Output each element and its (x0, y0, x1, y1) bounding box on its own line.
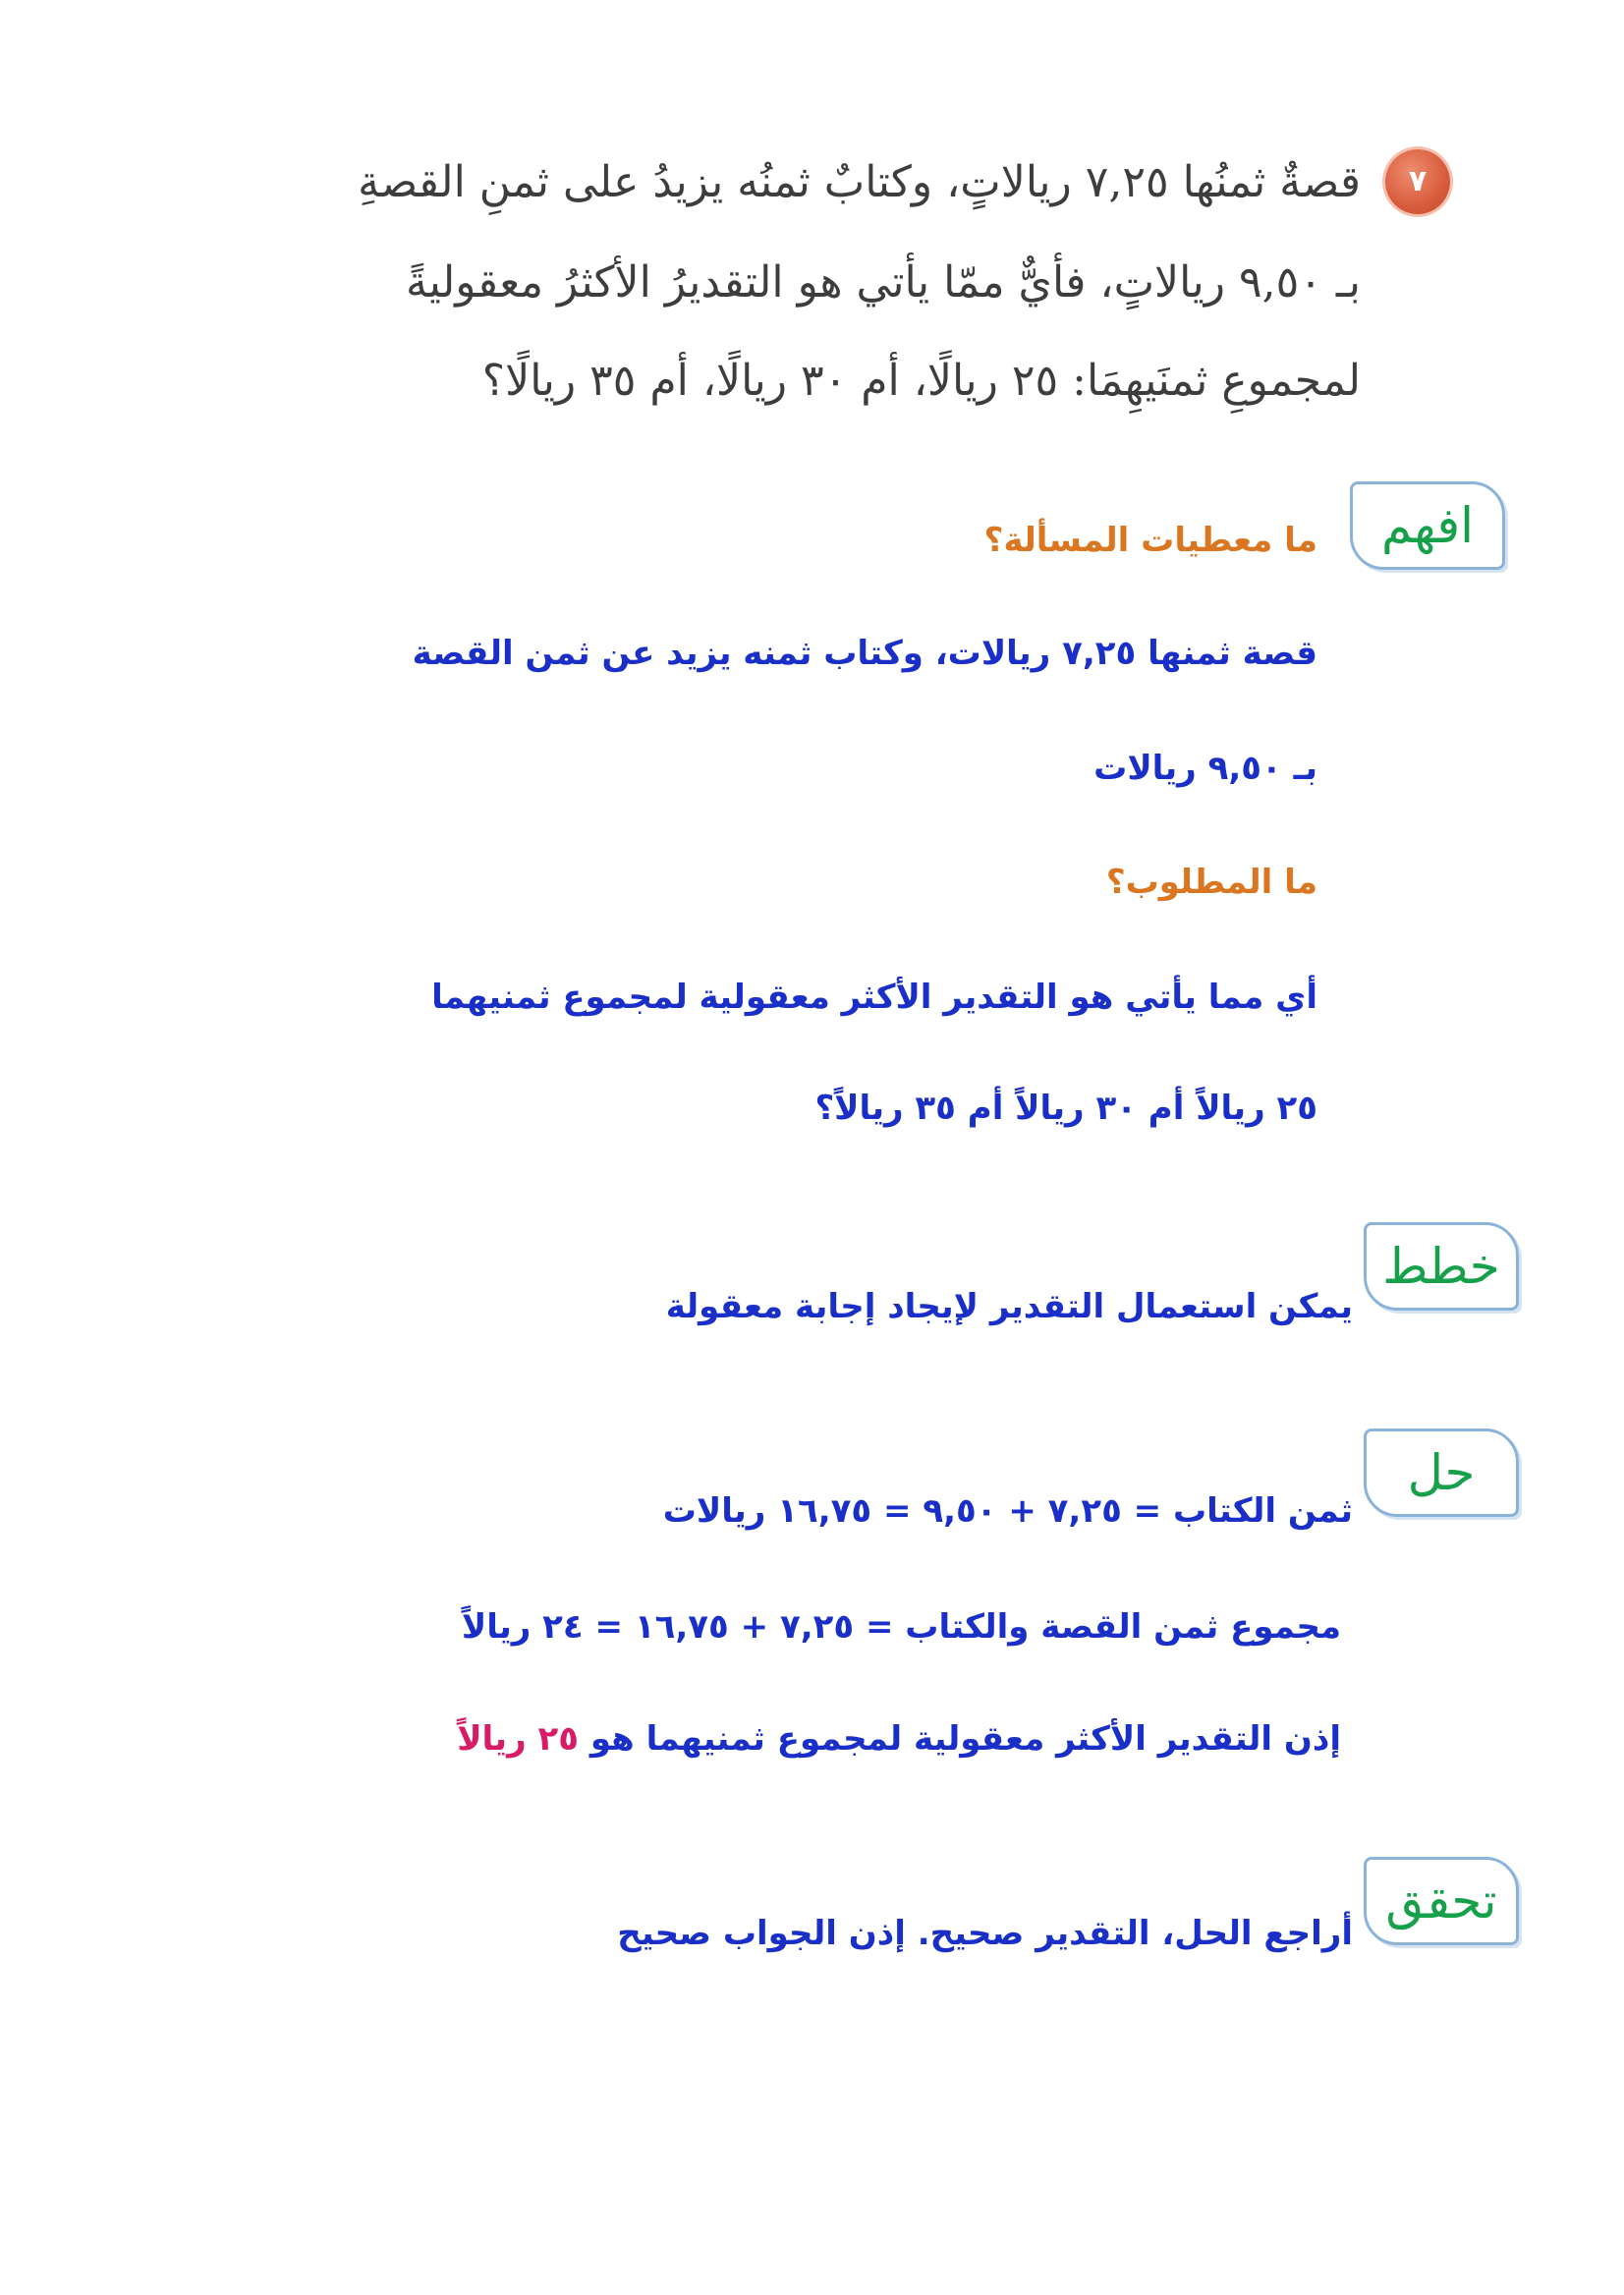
required-question: ما المطلوب؟ (1105, 863, 1317, 902)
solve-line-3-prefix: إذن التقدير الأكثر معقولية لمجموع ثمنيهما هو (589, 1719, 1341, 1759)
given-question: ما معطيات المسألة؟ (983, 521, 1317, 560)
problem-number-badge: ٧ (1385, 149, 1450, 214)
final-answer: ٢٥ ريالاً (457, 1719, 579, 1759)
plan-step-badge: خطط (1364, 1222, 1519, 1311)
understand-step-badge: افهم (1350, 481, 1505, 570)
solve-line-2: مجموع ثمن القصة والكتاب = ٧,٢٥ + ١٦,٧٥ = ٢٤ ريالاً (461, 1607, 1341, 1647)
plan-text: يمكن استعمال التقدير لإيجاد إجابة معقولة (665, 1287, 1353, 1326)
check-text: أراجع الحل، التقدير صحيح. إذن الجواب صحيح (617, 1914, 1353, 1953)
solve-line-3 (457, 1719, 1341, 1759)
solve-line-1: ثمن الكتاب = ٧,٢٥ + ٩,٥٠ = ١٦,٧٥ ريالات (662, 1491, 1353, 1531)
required-line-2: ٢٥ ريالاً أم ٣٠ ريالاً أم ٣٥ ريالاً؟ (814, 1089, 1317, 1128)
given-line-2: بـ ٩,٥٠ ريالات (1093, 749, 1317, 788)
problem-line-3: لمجموعِ ثمنَيهِمَا: ٢٥ ريالًا، أم ٣٠ ريالًا، أم ٣٥ ريالًا؟ (481, 356, 1361, 406)
required-line-1: أي مما يأتي هو التقدير الأكثر معقولية لمجموع ثمنيهما (431, 978, 1317, 1017)
check-step-badge: تحقق (1364, 1857, 1519, 1945)
given-line-1: قصة ثمنها ٧,٢٥ ريالات، وكتاب ثمنه يزيد عن ثمن القصة (412, 634, 1317, 673)
problem-line-2: بـ ٩,٥٠ ريالاتٍ، فأيٌّ ممّا يأتي هو التقديرُ الأكثرُ معقوليةً (406, 257, 1361, 308)
solve-step-badge: حل (1364, 1428, 1519, 1517)
problem-line-1: قصةٌ ثمنُها ٧,٢٥ ريالاتٍ، وكتابٌ ثمنُه يزيدُ على ثمنِ القصةِ (358, 157, 1361, 207)
